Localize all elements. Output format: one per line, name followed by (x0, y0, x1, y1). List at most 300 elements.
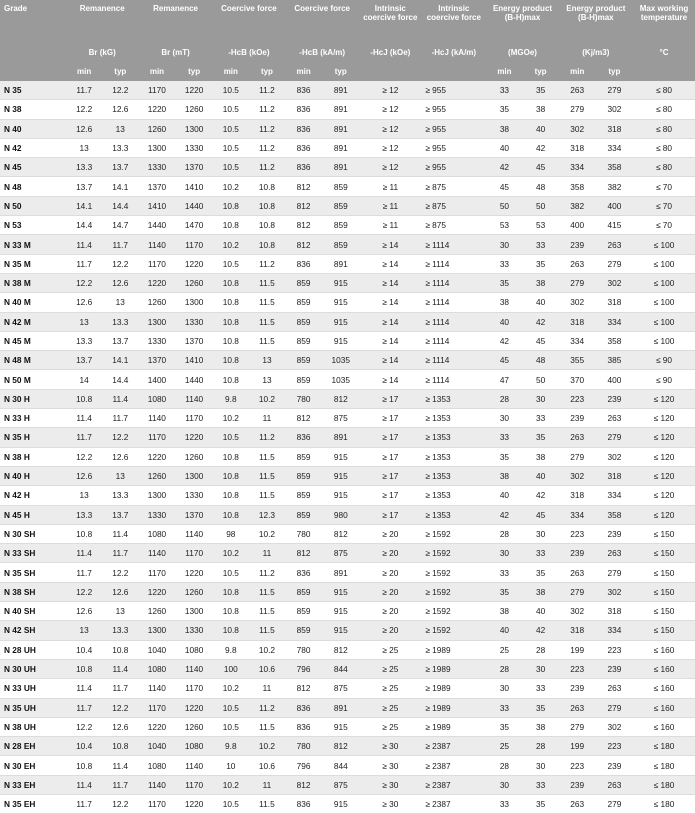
value-cell: 318 (559, 312, 596, 331)
value-cell: ≥ 30 (359, 775, 421, 794)
value-cell: 302 (596, 273, 633, 292)
value-cell: 796 (285, 756, 322, 775)
value-cell: 11.7 (102, 235, 138, 254)
value-cell: 1330 (176, 486, 213, 505)
value-cell: 11.5 (249, 621, 285, 640)
value-cell: 1140 (138, 544, 175, 563)
value-cell: 239 (559, 409, 596, 428)
value-cell: 875 (322, 775, 359, 794)
value-cell: 239 (596, 389, 633, 408)
grade-cell: N 35 M (0, 254, 66, 273)
value-cell: 812 (322, 640, 359, 659)
table-row (0, 582, 695, 601)
value-cell: 302 (559, 602, 596, 621)
value-cell: 1220 (176, 254, 213, 273)
value-cell: 10.8 (213, 602, 249, 621)
value-cell: ≤ 180 (633, 756, 695, 775)
value-cell: 11.2 (249, 563, 285, 582)
value-cell: ≥ 25 (359, 679, 421, 698)
table-row (0, 544, 695, 563)
value-cell: 40 (486, 312, 522, 331)
value-cell: 11.7 (66, 81, 102, 100)
value-cell: 1220 (176, 563, 213, 582)
grade-cell: N 50 (0, 196, 66, 215)
value-cell: ≥ 25 (359, 717, 421, 736)
value-cell: 382 (596, 177, 633, 196)
value-cell: 10.8 (213, 216, 249, 235)
value-cell: 1220 (138, 447, 175, 466)
subheader-typ: typ (596, 62, 633, 81)
value-cell: ≥ 25 (359, 640, 421, 659)
value-cell: 35 (523, 428, 559, 447)
value-cell: 11 (249, 775, 285, 794)
value-cell: 11 (249, 544, 285, 563)
value-cell: 1330 (176, 138, 213, 157)
value-cell: 28 (523, 737, 559, 756)
value-cell: 223 (596, 737, 633, 756)
grade-cell: N 35 SH (0, 563, 66, 582)
value-cell: 915 (322, 794, 359, 813)
value-cell: 42 (486, 158, 522, 177)
value-cell: 10.5 (213, 698, 249, 717)
table-row (0, 775, 695, 794)
value-cell: ≥ 1353 (421, 428, 486, 447)
table-row (0, 428, 695, 447)
value-cell: 859 (285, 621, 322, 640)
header-grade: Grade (0, 0, 66, 42)
value-cell: 10.5 (213, 794, 249, 813)
value-cell: 33 (523, 409, 559, 428)
table-row (0, 563, 695, 582)
value-cell: 370 (559, 370, 596, 389)
subheader-blank (0, 62, 66, 81)
value-cell: 1220 (176, 428, 213, 447)
value-cell: 11.7 (102, 775, 138, 794)
value-cell: 42 (523, 486, 559, 505)
value-cell: 223 (559, 524, 596, 543)
value-cell: ≤ 150 (633, 602, 695, 621)
value-cell: 812 (285, 216, 322, 235)
value-cell: 11.5 (249, 331, 285, 350)
unit-hcj-kam: -HcJ (kA/m) (421, 42, 486, 62)
value-cell: 12.2 (102, 81, 138, 100)
value-cell: 859 (322, 177, 359, 196)
value-cell: 38 (523, 100, 559, 119)
value-cell: 302 (559, 293, 596, 312)
value-cell: 915 (322, 582, 359, 601)
value-cell: 1410 (176, 177, 213, 196)
value-cell: 13.3 (102, 486, 138, 505)
value-cell: 13 (102, 602, 138, 621)
value-cell: 1140 (176, 659, 213, 678)
value-cell: 1170 (138, 81, 175, 100)
subheader-min: min (213, 62, 249, 81)
value-cell: 12.2 (102, 794, 138, 813)
value-cell: ≥ 17 (359, 428, 421, 447)
table-row (0, 640, 695, 659)
value-cell: ≥ 20 (359, 563, 421, 582)
value-cell: 915 (322, 447, 359, 466)
value-cell: 10.2 (249, 737, 285, 756)
value-cell: ≥ 2387 (421, 737, 486, 756)
value-cell: 28 (486, 389, 522, 408)
table-row (0, 196, 695, 215)
value-cell: 836 (285, 100, 322, 119)
value-cell: ≥ 1114 (421, 273, 486, 292)
value-cell: 1035 (322, 351, 359, 370)
value-cell: 875 (322, 679, 359, 698)
value-cell: ≥ 1353 (421, 389, 486, 408)
value-cell: 11.5 (249, 486, 285, 505)
value-cell: 780 (285, 737, 322, 756)
value-cell: 263 (559, 698, 596, 717)
value-cell: 10.5 (213, 100, 249, 119)
value-cell: 45 (523, 158, 559, 177)
subheader-typ: typ (249, 62, 285, 81)
value-cell: 28 (486, 756, 522, 775)
value-cell: 13.3 (102, 138, 138, 157)
value-cell: ≤ 120 (633, 466, 695, 485)
value-cell: 1260 (138, 466, 175, 485)
value-cell: 1170 (138, 794, 175, 813)
header-energy-kjm3: Energy product (B-H)max (559, 0, 633, 42)
value-cell: 1300 (176, 466, 213, 485)
value-cell: 915 (322, 312, 359, 331)
value-cell: 11.2 (249, 158, 285, 177)
value-cell: 1260 (138, 119, 175, 138)
value-cell: ≤ 120 (633, 389, 695, 408)
value-cell: 263 (559, 81, 596, 100)
subheader-blank (633, 62, 695, 81)
value-cell: 1140 (138, 775, 175, 794)
value-cell: 891 (322, 254, 359, 273)
value-cell: 11.7 (66, 563, 102, 582)
value-cell: 859 (285, 505, 322, 524)
subheader-min: min (486, 62, 522, 81)
grade-cell: N 30 SH (0, 524, 66, 543)
value-cell: ≥ 1114 (421, 254, 486, 273)
value-cell: ≤ 120 (633, 486, 695, 505)
value-cell: 35 (523, 254, 559, 273)
value-cell: ≥ 14 (359, 351, 421, 370)
value-cell: 38 (486, 293, 522, 312)
table-row (0, 158, 695, 177)
value-cell: 302 (596, 100, 633, 119)
value-cell: 33 (523, 544, 559, 563)
value-cell: ≥ 1353 (421, 466, 486, 485)
value-cell: 812 (285, 235, 322, 254)
value-cell: 1170 (176, 775, 213, 794)
value-cell: ≥ 875 (421, 177, 486, 196)
value-cell: ≥ 955 (421, 81, 486, 100)
value-cell: 1370 (138, 351, 175, 370)
value-cell: ≥ 12 (359, 119, 421, 138)
table-row (0, 216, 695, 235)
value-cell: 14.1 (102, 177, 138, 196)
value-cell: 859 (285, 582, 322, 601)
value-cell: 30 (523, 659, 559, 678)
value-cell: ≥ 11 (359, 216, 421, 235)
value-cell: 10.2 (213, 235, 249, 254)
value-cell: ≥ 1353 (421, 447, 486, 466)
value-cell: 358 (596, 158, 633, 177)
value-cell: ≥ 955 (421, 119, 486, 138)
value-cell: 42 (523, 621, 559, 640)
value-cell: 239 (596, 659, 633, 678)
value-cell: 33 (486, 81, 522, 100)
value-cell: 836 (285, 794, 322, 813)
header-energy-mgoe: Energy product (B-H)max (486, 0, 558, 42)
value-cell: ≥ 2387 (421, 756, 486, 775)
grade-cell: N 42 (0, 138, 66, 157)
value-cell: 30 (523, 524, 559, 543)
value-cell: 358 (559, 177, 596, 196)
value-cell: 12.2 (66, 582, 102, 601)
value-cell: 891 (322, 138, 359, 157)
value-cell: 334 (559, 331, 596, 350)
value-cell: 1140 (176, 524, 213, 543)
value-cell: ≥ 25 (359, 698, 421, 717)
value-cell: ≥ 20 (359, 582, 421, 601)
value-cell: 859 (285, 331, 322, 350)
table-row (0, 177, 695, 196)
value-cell: 1170 (138, 698, 175, 717)
table-row (0, 81, 695, 100)
value-cell: ≤ 120 (633, 428, 695, 447)
unit-energy-mgoe: (MGOe) (486, 42, 558, 62)
value-cell: 263 (559, 563, 596, 582)
value-cell: ≥ 875 (421, 196, 486, 215)
value-cell: ≤ 150 (633, 582, 695, 601)
value-cell: 10.5 (213, 254, 249, 273)
value-cell: 355 (559, 351, 596, 370)
value-cell: 13.7 (102, 505, 138, 524)
value-cell: 1410 (138, 196, 175, 215)
value-cell: 859 (285, 486, 322, 505)
value-cell: 11.5 (249, 293, 285, 312)
value-cell: 836 (285, 717, 322, 736)
value-cell: 10.8 (249, 216, 285, 235)
value-cell: 836 (285, 563, 322, 582)
header-coercive-koe: Coercive force (213, 0, 285, 42)
value-cell: ≥ 1353 (421, 505, 486, 524)
value-cell: 50 (523, 370, 559, 389)
value-cell: ≤ 160 (633, 717, 695, 736)
grade-cell: N 28 UH (0, 640, 66, 659)
table-row (0, 794, 695, 813)
value-cell: 10.6 (249, 756, 285, 775)
value-cell: 10.5 (213, 428, 249, 447)
value-cell: 1370 (138, 177, 175, 196)
value-cell: 915 (322, 717, 359, 736)
value-cell: 812 (285, 544, 322, 563)
value-cell: 10.8 (102, 640, 138, 659)
grade-cell: N 42 H (0, 486, 66, 505)
subheader-min: min (285, 62, 322, 81)
value-cell: 40 (523, 602, 559, 621)
value-cell: 42 (523, 138, 559, 157)
value-cell: 1220 (176, 698, 213, 717)
value-cell: 11.4 (102, 756, 138, 775)
value-cell: 10.2 (249, 524, 285, 543)
value-cell: 859 (285, 312, 322, 331)
value-cell: ≥ 2387 (421, 775, 486, 794)
grade-cell: N 30 EH (0, 756, 66, 775)
value-cell: 10.8 (213, 351, 249, 370)
value-cell: 11.5 (249, 447, 285, 466)
value-cell: ≥ 11 (359, 177, 421, 196)
value-cell: 859 (322, 196, 359, 215)
value-cell: 48 (523, 351, 559, 370)
value-cell: ≥ 14 (359, 235, 421, 254)
value-cell: 859 (285, 293, 322, 312)
value-cell: 302 (559, 466, 596, 485)
value-cell: 836 (285, 138, 322, 157)
value-cell: 35 (486, 717, 522, 736)
header-max-temp: Max working temperature (633, 0, 695, 42)
value-cell: 1170 (138, 428, 175, 447)
unit-temp: °C (633, 42, 695, 62)
value-cell: 10.5 (213, 717, 249, 736)
value-cell: 780 (285, 389, 322, 408)
unit-br-mt: Br (mT) (138, 42, 212, 62)
value-cell: 1330 (138, 158, 175, 177)
table-row (0, 717, 695, 736)
value-cell: 302 (596, 717, 633, 736)
value-cell: 11.2 (249, 698, 285, 717)
grade-cell: N 42 M (0, 312, 66, 331)
value-cell: ≥ 14 (359, 254, 421, 273)
value-cell: 11.4 (102, 524, 138, 543)
value-cell: 859 (285, 351, 322, 370)
value-cell: 11.5 (249, 466, 285, 485)
value-cell: 35 (523, 794, 559, 813)
table-row (0, 273, 695, 292)
value-cell: 279 (596, 563, 633, 582)
value-cell: 10.8 (213, 466, 249, 485)
value-cell: 13 (102, 466, 138, 485)
value-cell: ≤ 180 (633, 794, 695, 813)
value-cell: 100 (213, 659, 249, 678)
value-cell: 9.8 (213, 640, 249, 659)
value-cell: 1260 (138, 293, 175, 312)
value-cell: 223 (559, 756, 596, 775)
value-cell: ≥ 1989 (421, 659, 486, 678)
value-cell: 223 (559, 659, 596, 678)
value-cell: 14.7 (102, 216, 138, 235)
value-cell: 859 (322, 216, 359, 235)
value-cell: 859 (285, 370, 322, 389)
value-cell: 400 (596, 196, 633, 215)
value-cell: 10.8 (213, 312, 249, 331)
value-cell: 844 (322, 659, 359, 678)
value-cell: 13.3 (66, 505, 102, 524)
value-cell: 263 (559, 428, 596, 447)
value-cell: 11.2 (249, 100, 285, 119)
value-cell: 263 (596, 775, 633, 794)
value-cell: 1440 (176, 370, 213, 389)
value-cell: 38 (523, 447, 559, 466)
grade-cell: N 40 H (0, 466, 66, 485)
value-cell: 1170 (138, 254, 175, 273)
value-cell: 1440 (138, 216, 175, 235)
value-cell: 30 (486, 409, 522, 428)
value-cell: 279 (559, 582, 596, 601)
value-cell: ≥ 955 (421, 100, 486, 119)
value-cell: 48 (523, 177, 559, 196)
value-cell: 38 (523, 582, 559, 601)
value-cell: 1330 (176, 312, 213, 331)
value-cell: 415 (596, 216, 633, 235)
value-cell: ≥ 1989 (421, 717, 486, 736)
value-cell: 334 (596, 138, 633, 157)
value-cell: ≥ 30 (359, 794, 421, 813)
value-cell: 263 (596, 409, 633, 428)
value-cell: 223 (596, 640, 633, 659)
value-cell: ≤ 160 (633, 698, 695, 717)
value-cell: 13.3 (102, 621, 138, 640)
subheader-blank (359, 62, 421, 81)
value-cell: 334 (559, 505, 596, 524)
value-cell: 1080 (138, 756, 175, 775)
value-cell: 836 (285, 81, 322, 100)
subheader-typ: typ (322, 62, 359, 81)
value-cell: 12.6 (66, 293, 102, 312)
value-cell: 12.6 (66, 119, 102, 138)
value-cell: 30 (486, 775, 522, 794)
value-cell: 35 (486, 100, 522, 119)
value-cell: 10.8 (66, 659, 102, 678)
value-cell: ≥ 955 (421, 138, 486, 157)
value-cell: 33 (523, 235, 559, 254)
value-cell: 239 (559, 679, 596, 698)
value-cell: 10.8 (249, 177, 285, 196)
value-cell: 812 (285, 177, 322, 196)
value-cell: ≥ 14 (359, 312, 421, 331)
value-cell: ≥ 14 (359, 370, 421, 389)
value-cell: 35 (523, 563, 559, 582)
value-cell: 279 (559, 100, 596, 119)
value-cell: 400 (559, 216, 596, 235)
value-cell: ≥ 1592 (421, 621, 486, 640)
value-cell: 1220 (176, 81, 213, 100)
value-cell: 40 (523, 293, 559, 312)
value-cell: 318 (596, 119, 633, 138)
value-cell: ≤ 150 (633, 621, 695, 640)
value-cell: 1260 (138, 602, 175, 621)
value-cell: 10.2 (213, 409, 249, 428)
value-cell: 859 (322, 235, 359, 254)
value-cell: 10.2 (213, 775, 249, 794)
value-cell: ≥ 17 (359, 466, 421, 485)
value-cell: ≥ 1114 (421, 235, 486, 254)
value-cell: 11.4 (66, 409, 102, 428)
value-cell: 13 (66, 621, 102, 640)
value-cell: 14.1 (102, 351, 138, 370)
value-cell: ≥ 875 (421, 216, 486, 235)
value-cell: 1400 (138, 370, 175, 389)
subheader-min: min (138, 62, 175, 81)
value-cell: 10.2 (213, 544, 249, 563)
value-cell: 11.5 (249, 602, 285, 621)
value-cell: 263 (559, 254, 596, 273)
grade-cell: N 48 M (0, 351, 66, 370)
value-cell: 836 (285, 428, 322, 447)
value-cell: 30 (486, 679, 522, 698)
value-cell: ≥ 20 (359, 524, 421, 543)
value-cell: 859 (285, 466, 322, 485)
value-cell: 13.3 (66, 158, 102, 177)
